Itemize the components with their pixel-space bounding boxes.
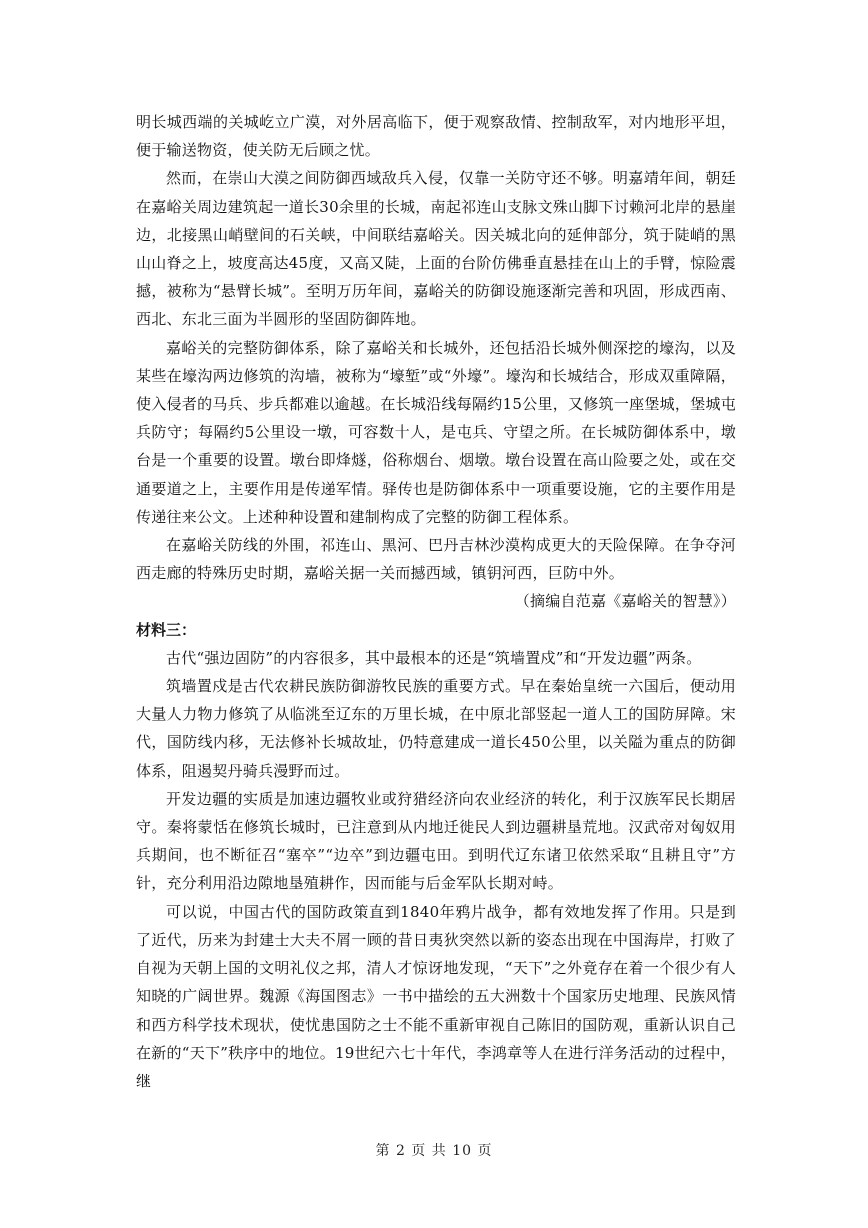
paragraph-great-wall-extension: 然而，在崇山大漠之间防御西域敌兵入侵，仅靠一关防守还不够。明嘉靖年间，朝廷在嘉峪关周边建筑起一道长30余里的长城，南起祁连山支脉文殊山脚下讨赖河北岸的悬崖边，北接黑山峭壁间的石关峡，中间联结嘉峪关。因关城北向的延伸部分，筑于陡峭的黑山山脊之上，坡度高达45度，又高又陡，上面的台阶仿佛垂直悬挂在山上的手臂，惊险震撼，被称为“悬臂长城”。至明万历年间，嘉峪关的防御设施逐渐完善和巩固，形成西南、西北、东北三面为半圆形的坚固防御阵地。 [136, 169, 736, 329]
paragraph-defense-system: 嘉峪关的完整防御体系，除了嘉峪关和长城外，还包括沿长城外侧深挖的壕沟，以及某些在壕沟两边修筑的沟墙，被称为“壕堑”或“外壕”。壕沟和长城结合，形成双重障隔，使入侵者的马兵、步兵都难以逾越。在长城沿线每隔约15公里，又修筑一座堡城，堡城屯兵防守；每隔约5公里设一墩，可容数十人，是屯兵、守望之所。在长城防御体系中，墩台是一个重要的设置。墩台即烽燧，俗称烟台、烟墩。墩台设置在高山险要之处，或在交通要道之上，主要作用是传递军情。驿传也是防御体系中一项重要设施，它的主要作用是传递往来公文。上述种种设置和建制构成了完整的防御工程体系。 [136, 338, 736, 526]
document-body [136, 108, 736, 1095]
section-heading-material-three: 材料三： [136, 620, 197, 639]
paragraph-natural-barriers: 在嘉峪关防线的外围，祁连山、黑河、巴丹吉林沙漠构成更大的天险保障。在争夺河西走廊的特殊历史时期，嘉峪关据一关而撼西域，镇钥河西，巨防中外。 [136, 536, 736, 583]
paragraph-continuation: 明长城西端的关城屹立广漠，对外居高临下，便于观察敌情、控制敌军，对内地形平坦，便于输送物资，使关防无后顾之忧。 [136, 113, 736, 160]
paragraph-wall-garrison: 筑墙置戍是古代农耕民族防御游牧民族的重要方式。早在秦始皇统一六国后，便动用大量人力物力修筑了从临洮至辽东的万里长城，在中原北部竖起一道人工的国防屏障。宋代，国防线内移，无法修补长城故址，仍特意建成一道长450公里，以关隘为重点的防御体系，阻遏契丹骑兵漫野而过。 [136, 677, 736, 780]
paragraph-modern-defense: 可以说，中国古代的国防政策直到1840年鸦片战争，都有效地发挥了作用。只是到了近代，历来为封建士大夫不屑一顾的昔日夷狄突然以新的姿态出现在中国海岸，打败了自视为天朝上国的文明礼仪之邦，清人才惊讶地发现，“天下”之外竟存在着一个很少有人知晓的广阔世界。魏源《海国图志》一书中描绘的五大洲数十个国家历史地理、民族风情和西方科学技术现状，使忧患国防之士不能不重新审视自己陈旧的国防观，重新认识自己在新的“天下”秩序中的地位。19世纪六七十年代，李鸿章等人在进行洋务活动的过程中，继 [136, 902, 736, 1090]
paragraph-frontier-development: 开发边疆的实质是加速边疆牧业或狩猎经济向农业经济的转化，利于汉族军民长期居守。秦将蒙恬在修筑长城时，已注意到从内地迁徙民人到边疆耕垦荒地。汉武帝对匈奴用兵期间，也不断征召“塞卒”“边卒”到边疆屯田。到明代辽东诸卫依然采取“且耕且守”方针，充分利用沿边隙地垦殖耕作，因而能与后金军队长期对峙。 [136, 789, 736, 893]
paragraph-border-defense-intro: 古代“强边固防”的内容很多，其中最根本的还是“筑墙置戍”和“开发边疆”两条。 [166, 648, 702, 667]
source-citation: （摘编自范嘉《嘉峪关的智慧》） [514, 592, 736, 611]
page-number-footer: 第 2 页 共 10 页 [375, 1143, 493, 1159]
